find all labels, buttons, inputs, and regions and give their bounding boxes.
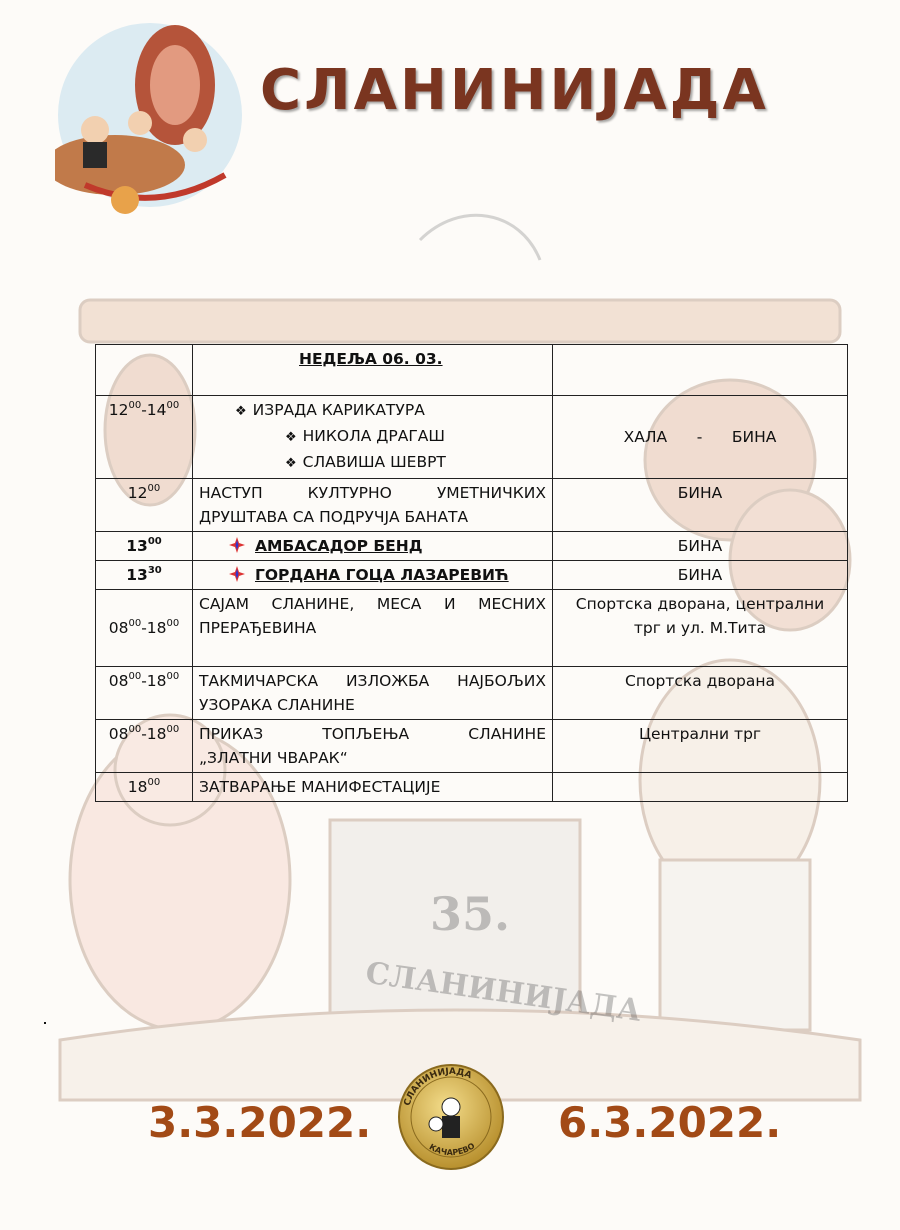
start-date: 3.3.2022. (148, 1098, 372, 1147)
seal-bottom-text: КАЧАРЕВО (427, 1141, 477, 1158)
place-cell: БИНА (553, 561, 848, 590)
table-row (96, 667, 848, 720)
event-text: ЗАТВАРАЊЕ МАНИФЕСТАЦИЈЕ (199, 778, 441, 796)
event-text: „ЗЛАТНИ ЧВАРАК“ (199, 749, 348, 767)
event-text: ИЗРАДА КАРИКАТУРА (252, 401, 425, 419)
event-text: АМБАСАДОР БЕНД (255, 537, 423, 555)
event-text: САЈАМ СЛАНИНЕ, МЕСА И МЕСНИХ (199, 595, 546, 613)
place-cell: Спортска дворана (553, 667, 848, 720)
time-cell: $12^{00}$ (96, 479, 193, 532)
time-cell: $13^{30}$ (96, 561, 193, 590)
diamond-bullet-icon: ❖ (285, 430, 297, 445)
table-header-row (96, 345, 848, 396)
event-cell (193, 532, 553, 561)
bg-number: 35. (430, 887, 511, 941)
event-cell (193, 396, 553, 479)
place-cell: БИНА (553, 532, 848, 561)
time-cell: $12^{00}-14^{00}$ (96, 396, 193, 479)
table-row (96, 590, 848, 667)
event-text: ТАКМИЧАРСКА ИЗЛОЖБА НАЈБОЉИХ (199, 672, 546, 690)
festival-seal-logo (390, 1062, 512, 1172)
time-cell: $08^{00}-18^{00}$ (96, 720, 193, 773)
header-place-cell (553, 345, 848, 396)
diamond-bullet-icon: ❖ (235, 404, 247, 419)
end-date: 6.3.2022. (558, 1098, 782, 1147)
table-row (96, 396, 848, 479)
place-cell: ХАЛА - БИНА (553, 396, 848, 479)
event-cell (193, 773, 553, 802)
place-cell: Централни трг (553, 720, 848, 773)
bg-word: СЛАНИНИЈАДА (363, 955, 644, 1029)
event-cell (193, 667, 553, 720)
time-cell: $18^{00}$ (96, 773, 193, 802)
star-bullet-icon (229, 566, 245, 582)
festival-logo-illustration (55, 5, 250, 220)
event-text: НИКОЛА ДРАГАШ (302, 427, 445, 445)
time-cell: $08^{00}-18^{00}$ (96, 590, 193, 667)
event-text: СЛАВИША ШЕВРТ (302, 453, 446, 471)
event-text: УЗОРАКА СЛАНИНЕ (199, 696, 355, 714)
event-cell (193, 479, 553, 532)
place-cell (553, 773, 848, 802)
event-text: ГОРДАНА ГОЦА ЛАЗАРЕВИЋ (255, 566, 509, 584)
place-cell: БИНА (553, 479, 848, 532)
header-time-cell (96, 345, 193, 396)
event-text: ДРУШТАВА СА ПОДРУЧЈА БАНАТА (199, 508, 469, 526)
time-cell: $08^{00}-18^{00}$ (96, 667, 193, 720)
event-text: НАСТУП КУЛТУРНО УМЕТНИЧКИХ (199, 484, 546, 502)
table-row (96, 532, 848, 561)
table-row (96, 720, 848, 773)
event-cell (193, 590, 553, 667)
event-text: ПРЕРАЂЕВИНА (199, 619, 317, 637)
diamond-bullet-icon: ❖ (285, 456, 297, 471)
place-cell: Спортска дворана, централни трг и ул. М.Тита (553, 590, 848, 667)
day-heading: НЕДЕЉА 06. 03. (299, 350, 443, 368)
event-cell (193, 561, 553, 590)
header-day-cell (193, 345, 553, 396)
table-row (96, 561, 848, 590)
stray-dot (44, 1022, 46, 1024)
table-row (96, 479, 848, 532)
seal-top-text: СЛАНИНИЈАДА (402, 1066, 473, 1108)
page-title: СЛАНИНИЈАДА (260, 58, 769, 123)
schedule-table (95, 344, 848, 802)
time-cell: $13^{00}$ (96, 532, 193, 561)
event-cell (193, 720, 553, 773)
table-row (96, 773, 848, 802)
event-text: ПРИКАЗ ТОПЉЕЊА СЛАНИНЕ (199, 725, 546, 743)
star-bullet-icon (229, 537, 245, 553)
